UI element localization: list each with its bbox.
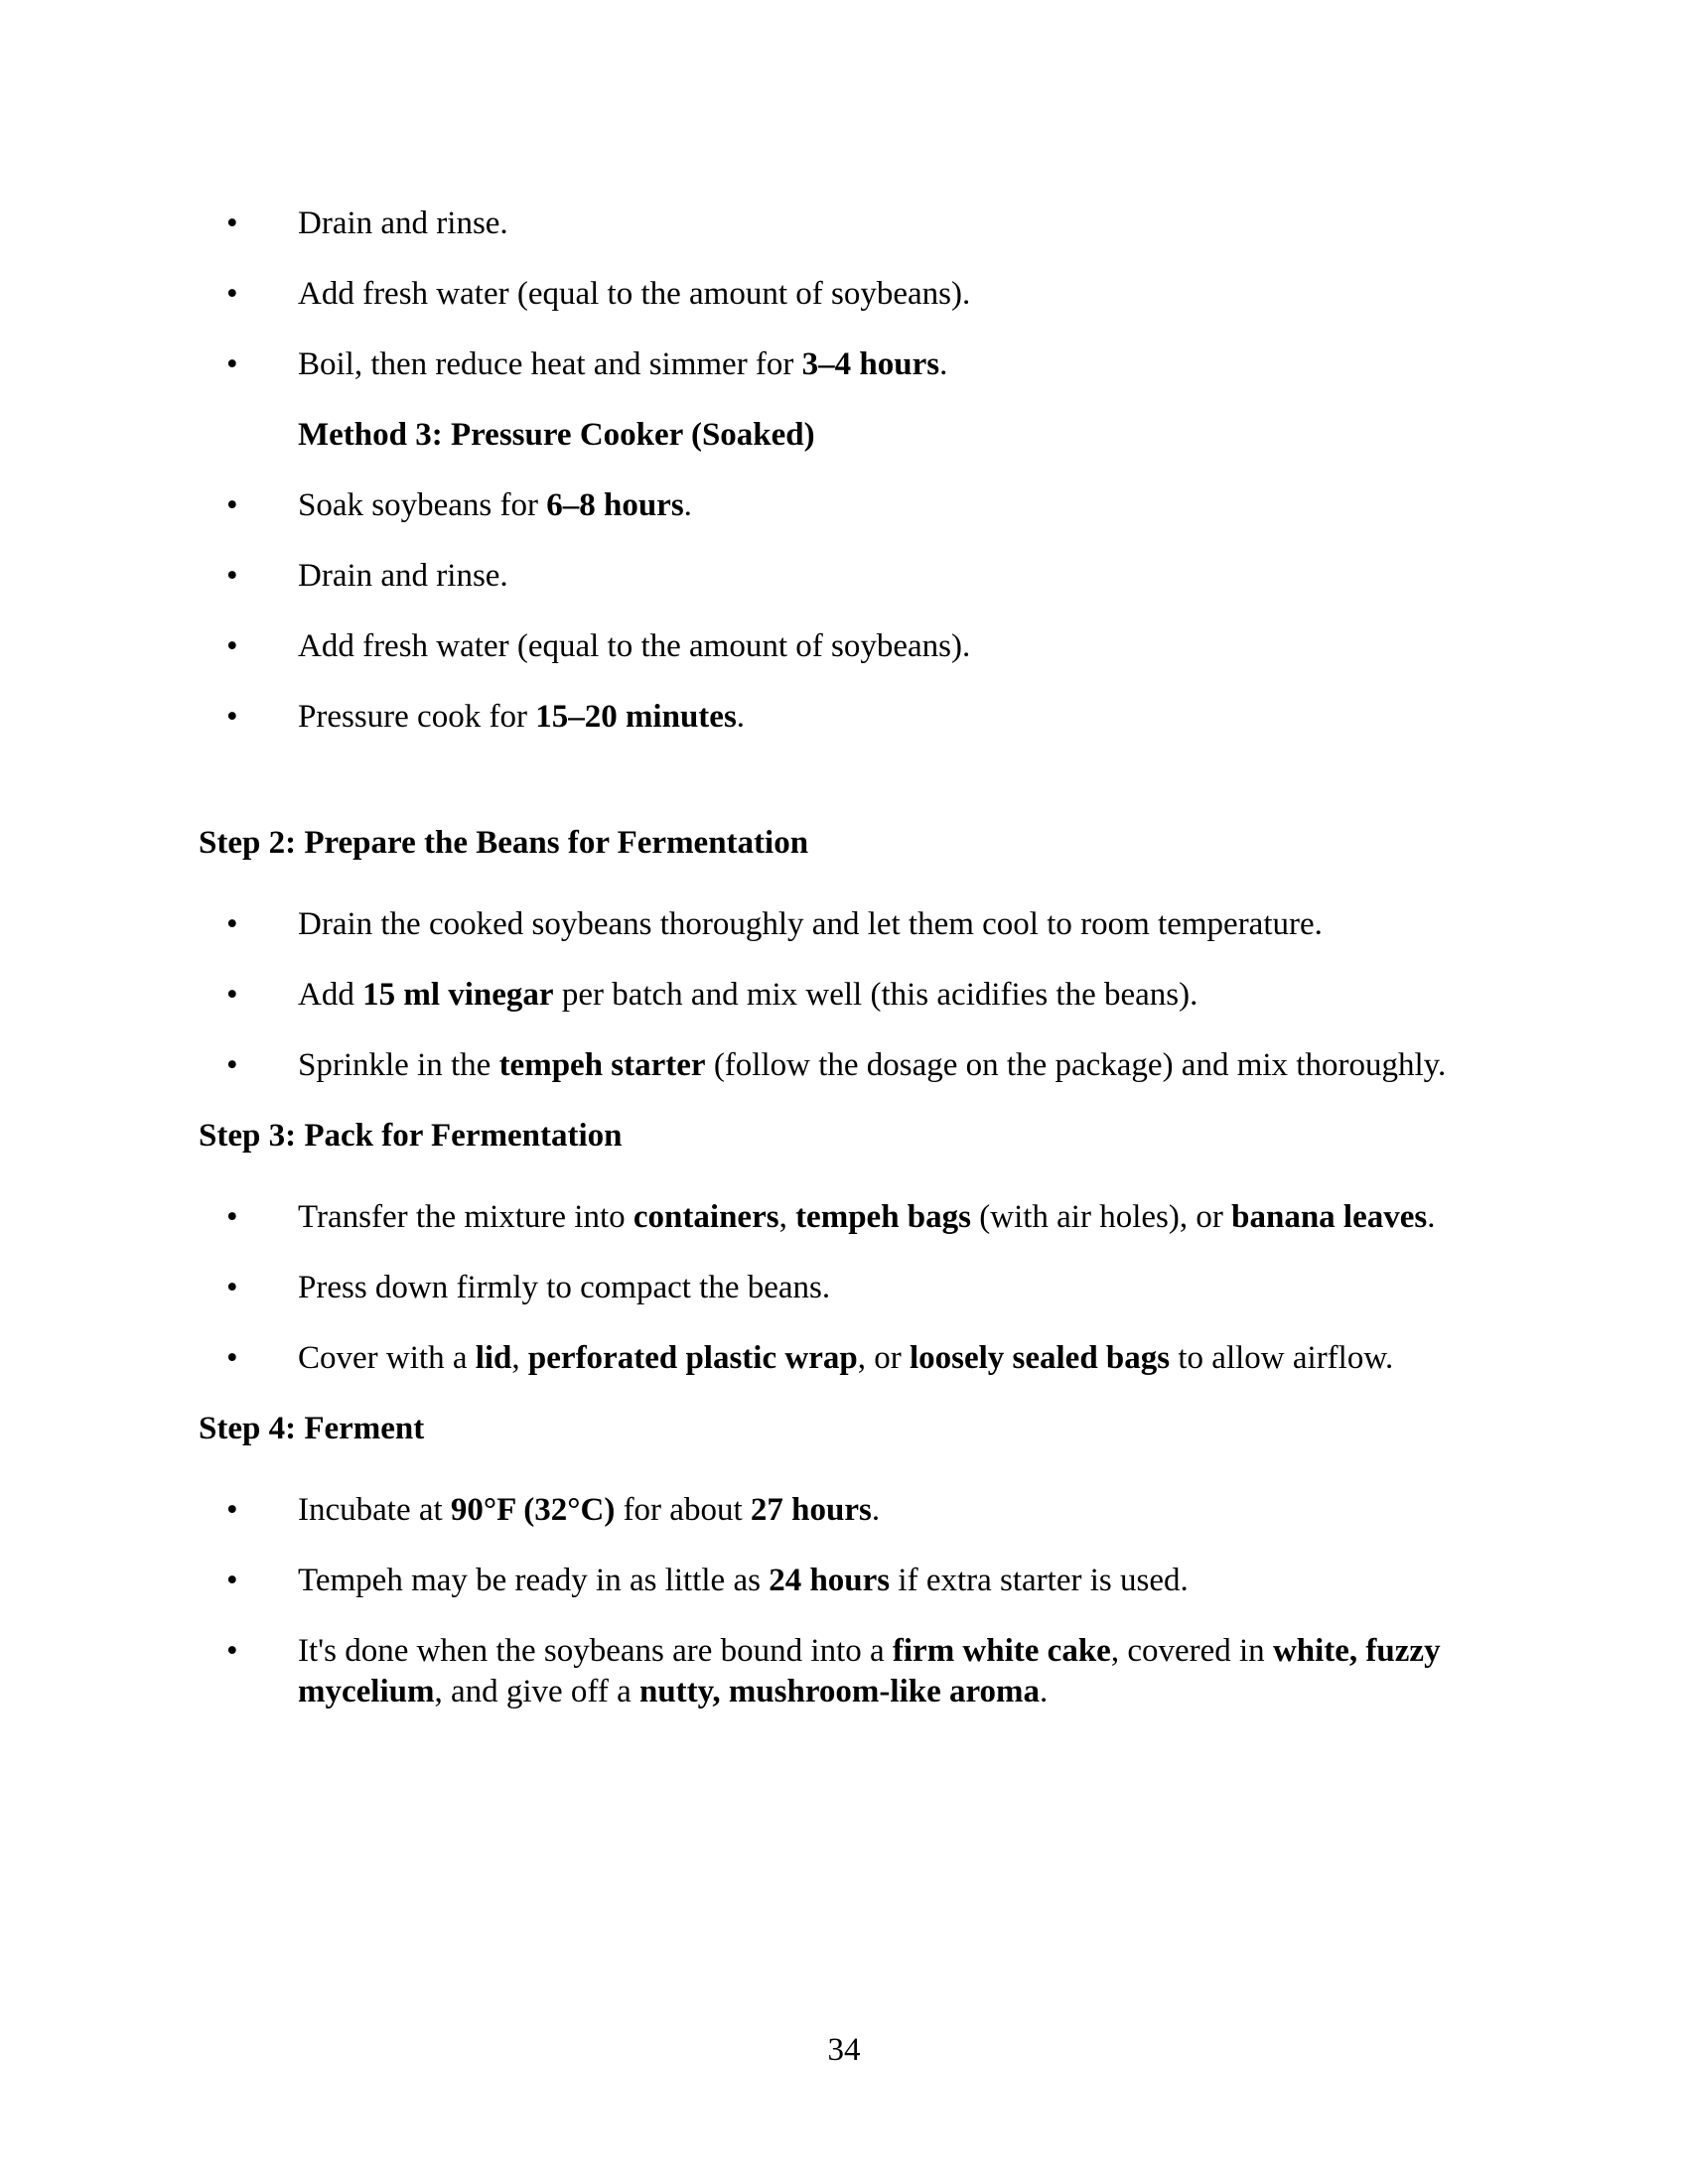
- list-item: [199, 1490, 1489, 1531]
- list-item-text: Cover with a lid, perforated plastic wrap, or loosely sealed bags to allow airflow.: [298, 1340, 1394, 1376]
- bullet-icon: •: [226, 205, 238, 241]
- bullet-icon: •: [226, 699, 238, 735]
- list-item: [199, 697, 1489, 738]
- list-item-text: Press down firmly to compact the beans.: [298, 1270, 831, 1305]
- list-item: [199, 1631, 1489, 1712]
- list-item-text: Boil, then reduce heat and simmer for 3–4 hours.: [298, 346, 948, 382]
- list-item: [199, 1561, 1489, 1601]
- list-item-text: Transfer the mixture into containers, tempeh bags (with air holes), or banana leaves.: [298, 1199, 1436, 1235]
- bullet-icon: •: [226, 1563, 238, 1598]
- list-item-text: Drain the cooked soybeans thoroughly and let them cool to room temperature.: [298, 906, 1323, 942]
- list-item-text: It's done when the soybeans are bound into a firm white cake, covered in white, fuzzy mycelium, and give off a nutty, mushroom-like aroma.: [298, 1633, 1441, 1709]
- bullet-icon: •: [226, 276, 238, 312]
- bullet-icon: •: [226, 906, 238, 942]
- bullet-icon: •: [226, 1340, 238, 1376]
- bullet-icon: •: [226, 558, 238, 594]
- list-item-text: Add fresh water (equal to the amount of soybeans).: [298, 628, 971, 664]
- list-item-text: Incubate at 90°F (32°C) for about 27 hours.: [298, 1492, 881, 1528]
- list-item-text: Soak soybeans for 6–8 hours.: [298, 487, 692, 523]
- list-item: [199, 1338, 1489, 1379]
- list-item-text: Sprinkle in the tempeh starter (follow the dosage on the package) and mix thoroughly.: [298, 1047, 1447, 1083]
- bullet-icon: •: [226, 1270, 238, 1305]
- list-item: [199, 556, 1489, 597]
- bullet-icon: •: [226, 1492, 238, 1528]
- list-item: [199, 975, 1489, 1016]
- section-heading-step-3: Step 3: Pack for Fermentation: [199, 1118, 623, 1154]
- list-item-text: Tempeh may be ready in as little as 24 hours if extra starter is used.: [298, 1563, 1189, 1598]
- page-number: 34: [827, 2032, 861, 2068]
- bullet-icon: •: [226, 1199, 238, 1235]
- list-item: [199, 204, 1489, 244]
- list-item: [199, 485, 1489, 526]
- list-item-text: Drain and rinse.: [298, 205, 508, 241]
- bullet-icon: •: [226, 628, 238, 664]
- section-heading-step-4: Step 4: Ferment: [199, 1411, 425, 1446]
- bullet-icon: •: [226, 487, 238, 523]
- bullet-icon: •: [226, 977, 238, 1013]
- list-item: [199, 626, 1489, 667]
- bullet-icon: •: [226, 1047, 238, 1083]
- list-item: [199, 344, 1489, 385]
- document-body: [199, 204, 1489, 1742]
- list-item: [199, 1197, 1489, 1238]
- subsection-heading-method-3: Method 3: Pressure Cooker (Soaked): [298, 417, 815, 453]
- list-item-text: Add fresh water (equal to the amount of soybeans).: [298, 276, 971, 312]
- list-item: [199, 274, 1489, 315]
- section-heading-step-2: Step 2: Prepare the Beans for Fermentation: [199, 825, 809, 861]
- list-item-text: Add 15 ml vinegar per batch and mix well (this acidifies the beans).: [298, 977, 1198, 1013]
- list-item-text: Pressure cook for 15–20 minutes.: [298, 699, 746, 735]
- bullet-icon: •: [226, 1633, 238, 1669]
- list-item: [199, 904, 1489, 945]
- list-item: [199, 1045, 1489, 1086]
- bullet-icon: •: [226, 346, 238, 382]
- list-item-text: Drain and rinse.: [298, 558, 508, 594]
- list-item: [199, 1268, 1489, 1308]
